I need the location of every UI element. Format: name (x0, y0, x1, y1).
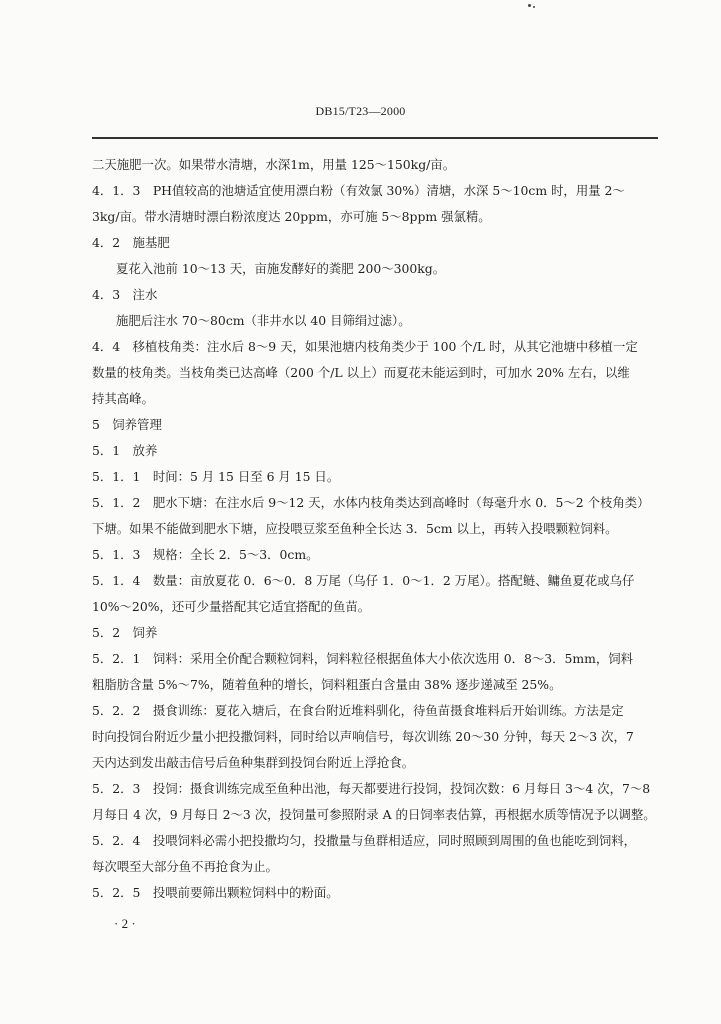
section-5-heading: 5 饲养管理 (92, 417, 162, 432)
section-4-3-heading: 4．3 注水 (92, 287, 158, 302)
text-line-29: 5．2．5 投喂前要筛出颗粒饲料中的粉面。 (92, 885, 339, 900)
text-line-26: 月每日 4 次，9 月每日 2～3 次，投饲量可参照附录 A 的日饲率表估算，再根据水质等情况予以调整。 (92, 807, 656, 822)
text-line-21: 粗脂肪含量 5%～7%，随着鱼种的增长，饲料粗蛋白含量由 38% 逐步递减至 25%。 (92, 677, 562, 692)
text-line-23: 时向投饲台附近少量小把投撒饲料，同时给以声响信号，每次训练 20～30 分钟，每天 2～3 次，7 (92, 729, 634, 744)
text-line-5: 夏花入池前 10～13 天，亩施发酵好的粪肥 200～300kg。 (116, 261, 446, 276)
text-line-2: 4．1．3 PH值较高的池塘适宜使用漂白粉（有效氯 30%）清塘，水深 5～10cm 时，用量 2～ (92, 183, 625, 198)
text-line-8: 4．4 移植枝角类：注水后 8～9 天，如果池塘内枝角类少于 100 个/L 时，从其它池塘中移植一定 (92, 339, 638, 354)
text-line-28: 每次喂至大部分鱼不再抢食为止。 (92, 859, 278, 874)
header-rule (92, 137, 658, 139)
text-line-13: 5．1．1 时间：5 月 15 日至 6 月 15 日。 (92, 469, 340, 484)
section-5-2-heading: 5．2 饲养 (92, 625, 158, 640)
text-line-20: 5．2．1 饲料：采用全价配合颗粒饲料，饲料粒径根据鱼体大小依次选用 0．8～3．5mm，饲料 (92, 651, 634, 666)
scan-speck (533, 6, 535, 8)
page-number: · 2 · (114, 916, 136, 931)
text-line-7: 施肥后注水 70～80cm（非井水以 40 目筛绢过滤）。 (116, 313, 411, 328)
text-line-22: 5．2．2 摄食训练：夏花入塘后，在食台附近堆料驯化，待鱼苗摄食堆料后开始训练。方法是定 (92, 703, 624, 718)
text-line-15: 下塘。如果不能做到肥水下塘，应投喂豆浆至鱼种全长达 3．5cm 以上，再转入投喂颗粒饲料。 (92, 521, 618, 536)
section-5-1-heading: 5．1 放养 (92, 443, 158, 458)
text-line-9: 数量的枝角类。当枝角类已达高峰（200 个/L 以上）而夏花未能运到时，可加水 20% 左右，以维 (92, 365, 630, 380)
section-4-2-heading: 4．2 施基肥 (92, 235, 170, 250)
text-line-18: 10%～20%，还可少量搭配其它适宜搭配的鱼苗。 (92, 599, 371, 614)
text-line-16: 5．1．3 规格：全长 2．5～3．0cm。 (92, 547, 319, 562)
text-line-25: 5．2．3 投饲：摄食训练完成至鱼种出池，每天都要进行投饲，投饲次数：6 月每日 3～4 次，7～8 (92, 781, 651, 796)
scan-speck (528, 4, 531, 7)
text-line-24: 天内达到发出敲击信号后鱼种集群到投饲台附近上浮抢食。 (92, 755, 415, 770)
text-line-3: 3kg/亩。带水清塘时漂白粉浓度达 20ppm，亦可施 5～8ppm 强氯精。 (92, 209, 491, 224)
text-line-17: 5．1．4 数量：亩放夏花 0．6～0．8 万尾（乌仔 1．0～1．2 万尾）。搭配鲢、鳙鱼夏花或乌仔 (92, 573, 635, 588)
text-line-27: 5．2．4 投喂饲料必需小把投撒均匀，投撒量与鱼群相适应，同时照顾到周围的鱼也能吃到饲料， (92, 833, 637, 848)
text-line-1: 二天施肥一次。如果带水清塘，水深1m，用量 125～150kg/亩。 (92, 157, 456, 172)
text-line-10: 持其高峰。 (92, 391, 154, 406)
text-line-14: 5．1．2 肥水下塘：在注水后 9～12 天，水体内枝角类达到高峰时（每毫升水 0．5～2 个枝角类） (92, 495, 650, 510)
standard-code-header: DB15/T23—2000 (315, 104, 406, 118)
